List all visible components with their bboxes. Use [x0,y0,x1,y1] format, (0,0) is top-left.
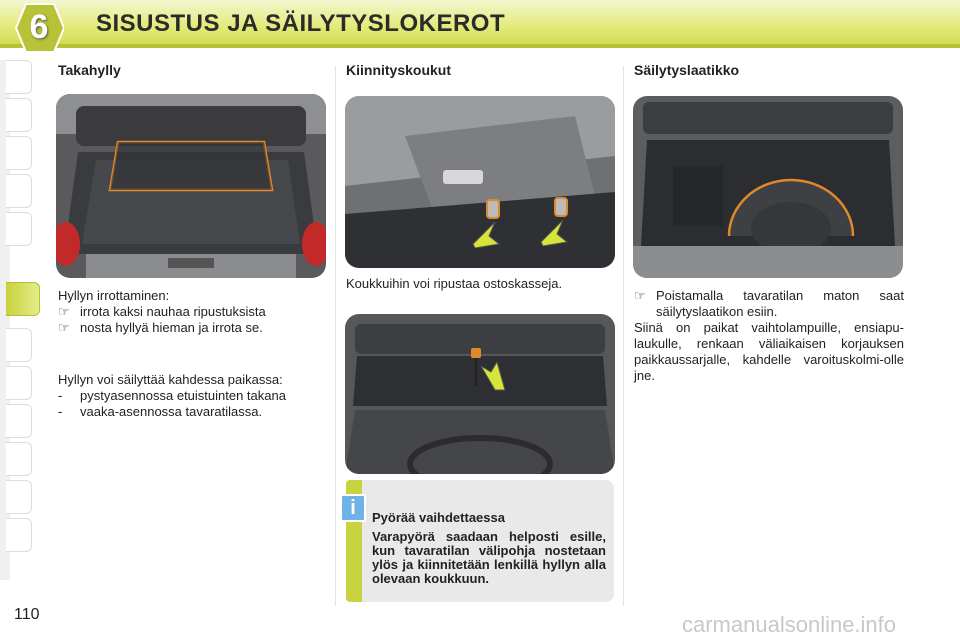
trunk-floor-hook-photo [345,314,615,474]
section-heading-rear-shelf: Takahylly [58,62,121,78]
chapter-tab[interactable] [6,328,32,362]
hooks-photo [345,96,615,268]
storage-option-text: pystyasennossa etuistuinten takana [80,388,286,403]
hooks-caption: Koukkuihin voi ripustaa ostoskasseja. [346,276,563,291]
hand-bullet-icon: ☞ [634,288,646,303]
chapter-tab[interactable] [6,480,32,514]
shelf-storage-list [58,388,330,420]
chapter-tab[interactable] [6,518,32,552]
dash-bullet: - [58,404,63,419]
chapter-tab[interactable] [6,174,32,208]
chapter-tab[interactable] [6,212,32,246]
chapter-tab[interactable] [6,60,32,94]
storage-box-description: Siinä on paikat vaihtolampuille, ensiapu-laukulle, renkaan väliaikaisen korjauksen paikkaussarjalle, kahdelle varoituskolmi-olle jne. [634,320,904,383]
dash-bullet: - [58,388,63,403]
chapter-tab[interactable] [6,136,32,170]
shelf-storage-intro: Hyllyn voi säilyttää kahdessa paikassa: [58,372,283,387]
list-item [58,404,330,420]
chapter-tab[interactable] [6,98,32,132]
info-icon: i [340,494,366,522]
shelf-removal-intro: Hyllyn irrottaminen: [58,288,170,303]
chapter-tab[interactable] [6,366,32,400]
storage-option-text: vaaka-asennossa tavaratilassa. [80,404,263,419]
storage-box-step [634,288,904,320]
step-text: irrota kaksi nauhaa ripustuksista [80,304,266,319]
list-item [58,320,328,336]
storage-box-photo [633,96,903,278]
chapter-number: 6 [29,8,49,46]
section-heading-storage-box: Säilytyslaatikko [634,62,740,78]
column-divider [335,66,336,606]
column-divider [623,66,624,606]
info-box [346,480,614,602]
rear-shelf-photo [56,94,326,278]
list-item [58,388,330,404]
chapter-tab-active[interactable] [6,282,40,316]
header-underline [0,44,960,48]
step-text: nosta hyllyä hieman ja irrota se. [80,320,263,335]
hand-bullet-icon: ☞ [58,304,70,319]
hand-bullet-icon: ☞ [58,320,70,335]
watermark: carmanualsonline.info [682,612,897,637]
page-number: 110 [14,606,40,623]
thumb-index [6,60,32,580]
chapter-tab[interactable] [6,442,32,476]
list-item [58,304,328,320]
info-box-body: Varapyörä saadaan helposti esille, kun tavaratilan välipohja nostetaan ylös ja kiinnitetään lenkillä hyllyn alla olevaan koukkuun. [372,529,606,586]
chapter-tab[interactable] [6,404,32,438]
page-title: SISUSTUS JA SÄILYTYSLOKEROT [96,10,506,37]
step-text: Poistamalla tavaratilan maton saat säilytyslaatikon esiin. [656,288,904,319]
section-heading-hooks: Kiinnityskoukut [346,62,452,78]
list-item [634,288,904,320]
info-box-title: Pyörää vaihdettaessa [372,510,505,525]
shelf-removal-steps [58,304,328,336]
